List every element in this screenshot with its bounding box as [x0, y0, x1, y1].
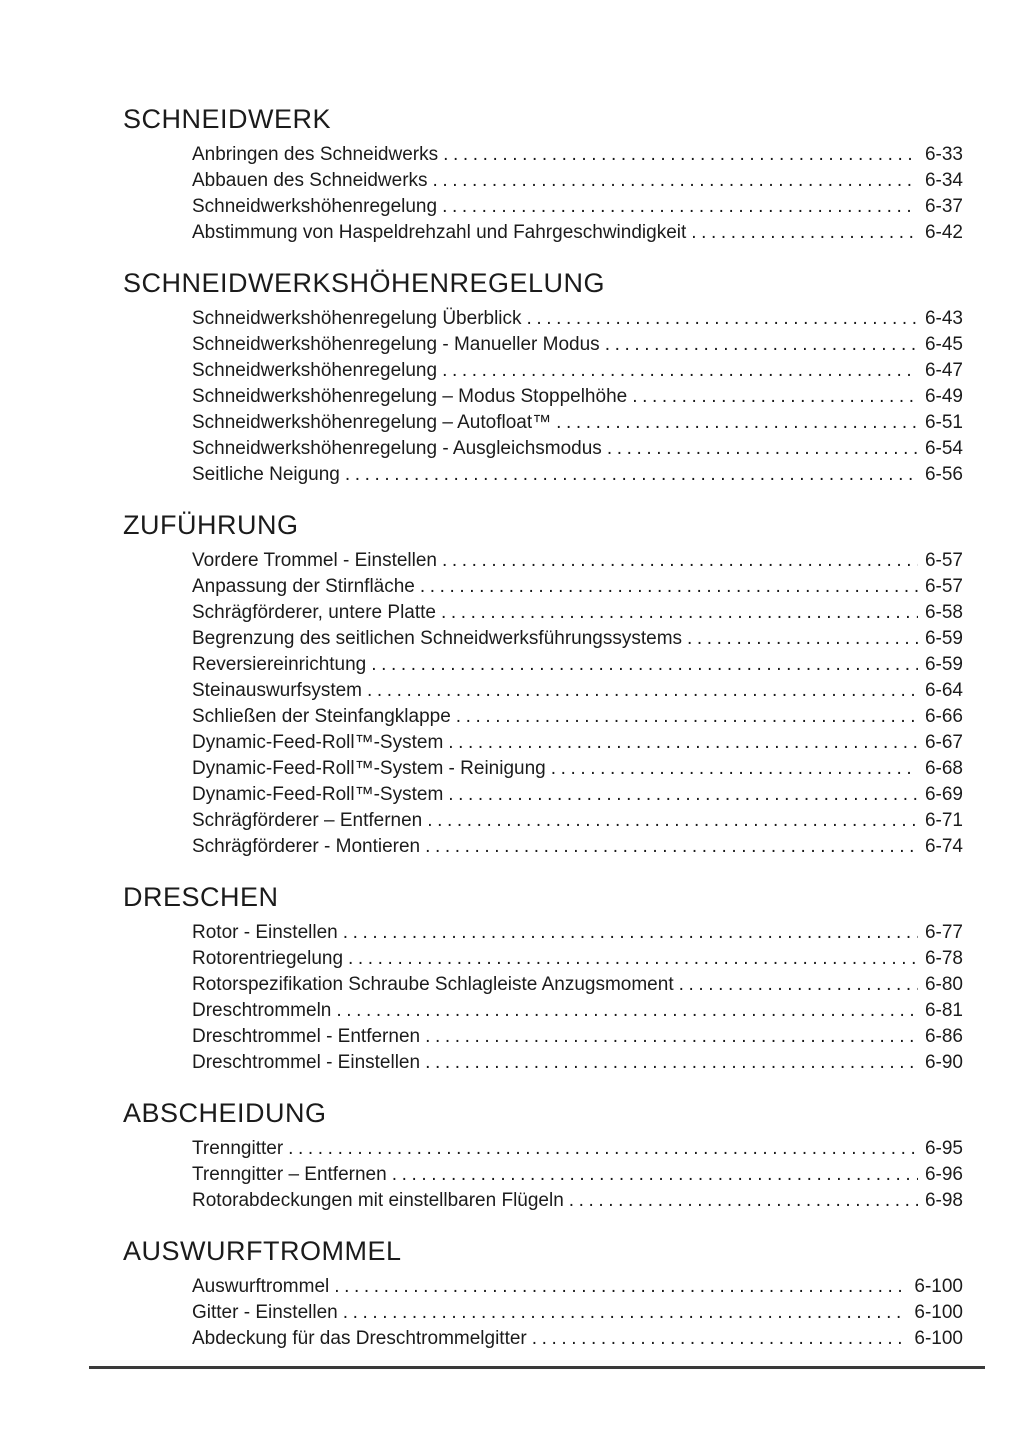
section-entries	[192, 1136, 963, 1214]
dot-leader-decoration	[343, 1300, 908, 1326]
toc-entry-page-number: 6-74	[924, 836, 963, 857]
toc-entry-label: Rotorabdeckungen mit einstellbaren Flügeln	[192, 1190, 564, 1211]
dot-leader-decoration	[343, 920, 918, 946]
toc-entry-page-number: 6-43	[924, 308, 963, 329]
toc-entry-page-number: 6-59	[924, 628, 963, 649]
toc-entry-label: Reversiereinrichtung	[192, 654, 367, 675]
toc-entry-label: Gitter - Einstellen	[192, 1302, 338, 1323]
dot-leader-decoration	[392, 1162, 918, 1188]
toc-entry	[192, 626, 963, 652]
toc-entry	[192, 1162, 963, 1188]
toc-entry-label: Trenngitter	[192, 1138, 284, 1159]
dot-leader-decoration	[443, 142, 918, 168]
toc-entry	[192, 756, 963, 782]
toc-entry	[192, 1300, 963, 1326]
toc-entry-page-number: 6-57	[924, 550, 963, 571]
section-entries	[192, 920, 963, 1076]
toc-entry	[192, 220, 963, 246]
toc-entry-label: Steinauswurfsystem	[192, 680, 363, 701]
dot-leader-decoration	[425, 1050, 918, 1076]
dot-leader-decoration	[367, 678, 918, 704]
toc-entry-page-number: 6-100	[914, 1276, 963, 1297]
footer-divider	[89, 1366, 985, 1369]
dot-leader-decoration	[527, 306, 918, 332]
dot-leader-decoration	[607, 436, 918, 462]
section-entries	[192, 306, 963, 488]
toc-entry-label: Schneidwerkshöhenregelung – Modus Stoppelhöhe	[192, 386, 628, 407]
dot-leader-decoration	[569, 1188, 918, 1214]
toc-entry-page-number: 6-34	[924, 170, 963, 191]
toc-entry-page-number: 6-54	[924, 438, 963, 459]
dot-leader-decoration	[442, 358, 918, 384]
toc-entry-page-number: 6-49	[924, 386, 963, 407]
toc-section	[0, 104, 1024, 246]
dot-leader-decoration	[371, 652, 918, 678]
toc-section	[0, 882, 1024, 1076]
toc-section	[0, 1098, 1024, 1214]
dot-leader-decoration	[433, 168, 918, 194]
section-title: ABSCHEIDUNG	[123, 1098, 327, 1128]
toc-entry-label: Seitliche Neigung	[192, 464, 340, 485]
toc-entry-page-number: 6-42	[924, 222, 963, 243]
dot-leader-decoration	[556, 410, 918, 436]
toc-entry-page-number: 6-64	[924, 680, 963, 701]
toc-entry	[192, 1024, 963, 1050]
toc-entry-page-number: 6-78	[924, 948, 963, 969]
dot-leader-decoration	[691, 220, 918, 246]
toc-entry	[192, 972, 963, 998]
toc-entry-label: Trenngitter – Entfernen	[192, 1164, 387, 1185]
toc-entry-page-number: 6-33	[924, 144, 963, 165]
dot-leader-decoration	[679, 972, 918, 998]
toc-entry-page-number: 6-68	[924, 758, 963, 779]
toc-entry	[192, 1326, 963, 1352]
toc-entry-label: Dynamic-Feed-Roll™-System	[192, 732, 444, 753]
dot-leader-decoration	[420, 574, 918, 600]
toc-entry	[192, 834, 963, 860]
toc-entry-label: Auswurftrommel	[192, 1276, 330, 1297]
toc-entry-page-number: 6-80	[924, 974, 963, 995]
section-title: DRESCHEN	[123, 882, 279, 912]
toc-entry-label: Rotorentriegelung	[192, 948, 344, 969]
toc-entry-label: Abdeckung für das Dreschtrommelgitter	[192, 1328, 527, 1349]
dot-leader-decoration	[288, 1136, 918, 1162]
toc-entry-page-number: 6-51	[924, 412, 963, 433]
toc-entry-page-number: 6-67	[924, 732, 963, 753]
toc-section	[0, 1236, 1024, 1352]
dot-leader-decoration	[425, 834, 918, 860]
toc-entry-page-number: 6-100	[914, 1328, 963, 1349]
toc-entry-page-number: 6-59	[924, 654, 963, 675]
toc-entry-label: Dreschtrommel - Einstellen	[192, 1052, 421, 1073]
toc-entry	[192, 548, 963, 574]
toc-entry	[192, 730, 963, 756]
dot-leader-decoration	[551, 756, 918, 782]
toc-entry	[192, 306, 963, 332]
dot-leader-decoration	[427, 808, 918, 834]
section-entries	[192, 548, 963, 860]
toc-entry	[192, 436, 963, 462]
toc-entry-page-number: 6-95	[924, 1138, 963, 1159]
toc-entry-label: Schneidwerkshöhenregelung	[192, 360, 438, 381]
section-entries	[192, 1274, 963, 1352]
toc-entry-label: Begrenzung des seitlichen Schneidwerksführungssystems	[192, 628, 683, 649]
toc-entry	[192, 678, 963, 704]
dot-leader-decoration	[442, 194, 918, 220]
toc-entry-label: Vordere Trommel - Einstellen	[192, 550, 437, 571]
toc-entry-label: Schließen der Steinfangklappe	[192, 706, 451, 727]
toc-entry-page-number: 6-71	[924, 810, 963, 831]
section-title: SCHNEIDWERKSHÖHENREGELUNG	[123, 268, 606, 298]
toc-entry-label: Rotorspezifikation Schraube Schlagleiste Anzugsmoment	[192, 974, 674, 995]
toc-entry	[192, 410, 963, 436]
toc-entry-label: Anbringen des Schneidwerks	[192, 144, 439, 165]
dot-leader-decoration	[441, 600, 918, 626]
toc-section	[0, 268, 1024, 488]
dot-leader-decoration	[336, 998, 918, 1024]
dot-leader-decoration	[687, 626, 918, 652]
section-title: AUSWURFTROMMEL	[123, 1236, 402, 1266]
section-entries	[192, 142, 963, 246]
toc-entry-label: Schneidwerkshöhenregelung – Autofloat™	[192, 412, 552, 433]
toc-entry	[192, 462, 963, 488]
toc-entry	[192, 782, 963, 808]
dot-leader-decoration	[448, 730, 918, 756]
toc-entry-page-number: 6-81	[924, 1000, 963, 1021]
dot-leader-decoration	[448, 782, 918, 808]
toc-entry-label: Dreschtrommeln	[192, 1000, 332, 1021]
toc-entry-page-number: 6-86	[924, 1026, 963, 1047]
dot-leader-decoration	[442, 548, 918, 574]
dot-leader-decoration	[334, 1274, 907, 1300]
dot-leader-decoration	[425, 1024, 918, 1050]
dot-leader-decoration	[456, 704, 918, 730]
dot-leader-decoration	[345, 462, 918, 488]
toc-entry-label: Schrägförderer – Entfernen	[192, 810, 423, 831]
toc-entry	[192, 946, 963, 972]
dot-leader-decoration	[605, 332, 918, 358]
toc-entry-label: Dreschtrommel - Entfernen	[192, 1026, 421, 1047]
toc-entry-label: Schneidwerkshöhenregelung - Ausgleichsmodus	[192, 438, 602, 459]
dot-leader-decoration	[348, 946, 918, 972]
toc-entry-page-number: 6-66	[924, 706, 963, 727]
toc-entry	[192, 600, 963, 626]
dot-leader-decoration	[632, 384, 918, 410]
toc-entry-label: Dynamic-Feed-Roll™-System - Reinigung	[192, 758, 546, 779]
toc-entry-page-number: 6-96	[924, 1164, 963, 1185]
section-title: SCHNEIDWERK	[123, 104, 332, 134]
toc-entry	[192, 168, 963, 194]
section-title: ZUFÜHRUNG	[123, 510, 299, 540]
toc-entry-page-number: 6-58	[924, 602, 963, 623]
toc-entry	[192, 1274, 963, 1300]
toc-entry	[192, 332, 963, 358]
toc-entry-page-number: 6-100	[914, 1302, 963, 1323]
toc-entry	[192, 998, 963, 1024]
toc-entry-page-number: 6-56	[924, 464, 963, 485]
toc-entry	[192, 142, 963, 168]
toc-entry-page-number: 6-69	[924, 784, 963, 805]
toc-entry	[192, 194, 963, 220]
toc-entry-page-number: 6-77	[924, 922, 963, 943]
toc-entry-label: Schneidwerkshöhenregelung	[192, 196, 438, 217]
toc-entry	[192, 652, 963, 678]
toc-entry-label: Schneidwerkshöhenregelung Überblick	[192, 308, 522, 329]
toc-entry	[192, 384, 963, 410]
toc-entry-label: Dynamic-Feed-Roll™-System	[192, 784, 444, 805]
toc-entry-label: Abstimmung von Haspeldrehzahl und Fahrgeschwindigkeit	[192, 222, 687, 243]
toc-entry	[192, 808, 963, 834]
toc-entry	[192, 704, 963, 730]
toc-entry-label: Anpassung der Stirnfläche	[192, 576, 415, 597]
toc-entry-label: Abbauen des Schneidwerks	[192, 170, 428, 191]
toc-section	[0, 510, 1024, 860]
toc-entry-page-number: 6-57	[924, 576, 963, 597]
toc-entry-page-number: 6-45	[924, 334, 963, 355]
toc-entry	[192, 1188, 963, 1214]
toc-entry	[192, 1136, 963, 1162]
toc-entry-label: Schrägförderer - Montieren	[192, 836, 421, 857]
toc-entry-page-number: 6-47	[924, 360, 963, 381]
toc-entry	[192, 920, 963, 946]
toc-entry-label: Rotor - Einstellen	[192, 922, 338, 943]
toc-entry-label: Schrägförderer, untere Platte	[192, 602, 436, 623]
toc-entry-page-number: 6-37	[924, 196, 963, 217]
toc-entry	[192, 358, 963, 384]
toc-entry	[192, 574, 963, 600]
toc-entry-page-number: 6-98	[924, 1190, 963, 1211]
toc-entry-page-number: 6-90	[924, 1052, 963, 1073]
dot-leader-decoration	[532, 1326, 908, 1352]
toc-entry-label: Schneidwerkshöhenregelung - Manueller Modus	[192, 334, 600, 355]
toc-entry	[192, 1050, 963, 1076]
